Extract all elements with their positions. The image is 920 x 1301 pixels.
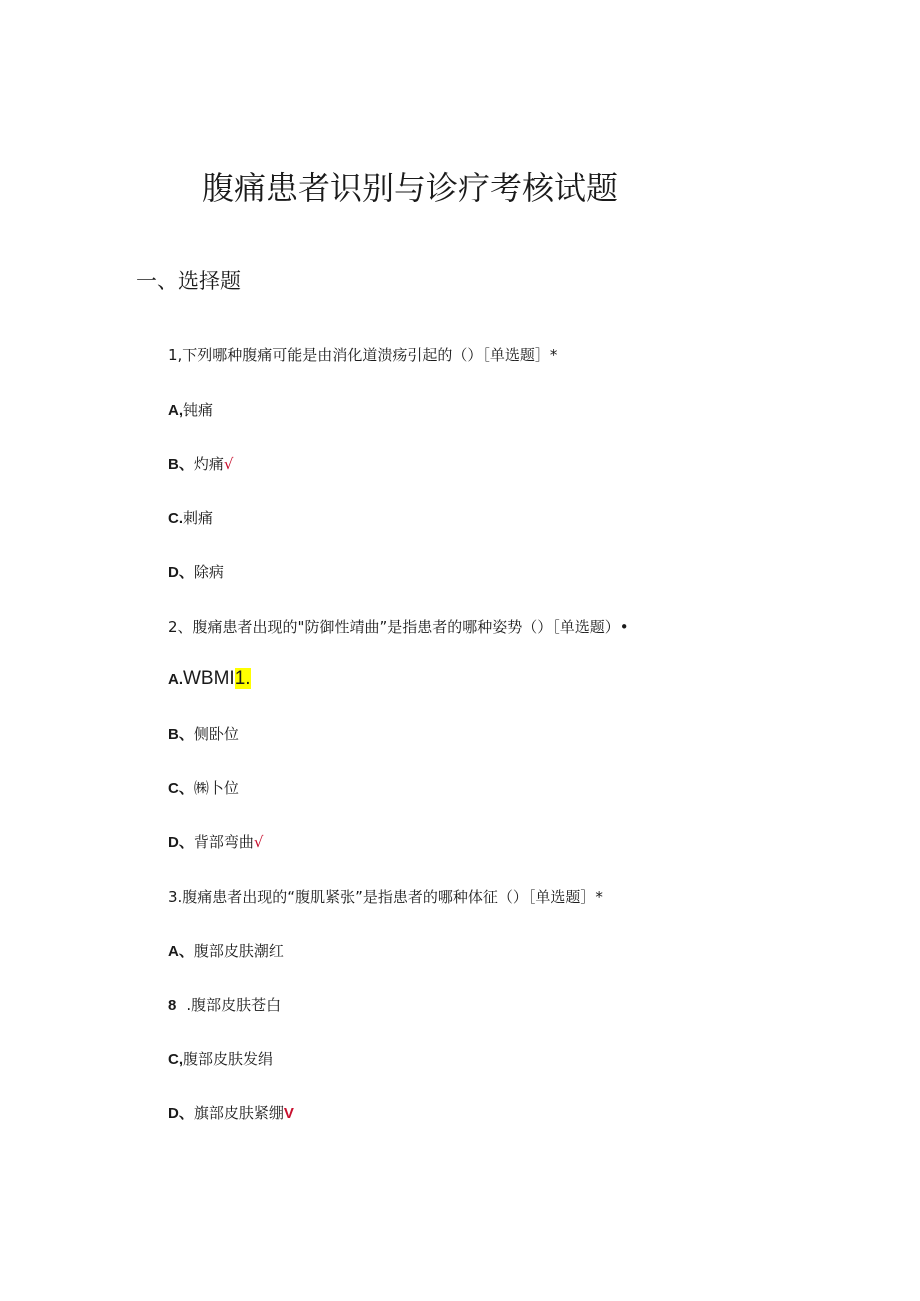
option-text: 侧卧位 (193, 725, 239, 743)
option-text: 刺痛 (183, 509, 214, 527)
question-stem-text: 1,下列哪种腹痛可能是由消化道溃疡引起的（）［单选题］* (168, 346, 558, 364)
section-heading: 一、选择题 (136, 269, 241, 293)
option-c (168, 778, 239, 799)
highlighted-text: 1. (234, 668, 251, 689)
option-text: ㈱卜位 (193, 779, 239, 797)
option-d (168, 1103, 294, 1124)
question-stem (168, 887, 603, 907)
option-b (168, 724, 239, 745)
option-text: .腹部皮肤苍白 (186, 996, 282, 1014)
option-c (168, 1049, 273, 1070)
check-mark-icon: √ (223, 455, 234, 473)
option-d (168, 562, 224, 583)
option-text: 灼痛 (193, 455, 224, 473)
option-label: C. (168, 510, 183, 527)
question-stem-text: 2、腹痛患者出现的"防御性靖曲”是指患者的哪种姿势（）［单选题）• (168, 618, 629, 636)
option-a (168, 400, 213, 421)
question-stem (168, 345, 557, 365)
option-label: A、 (168, 943, 194, 960)
question-stem-text: 3.腹痛患者出现的“腹肌紧张”是指患者的哪种体征（）［单选题］* (168, 888, 603, 906)
option-label: D、 (168, 1105, 194, 1122)
check-mark-icon: V (283, 1105, 294, 1122)
option-label: D、 (168, 564, 194, 581)
option-label: D、 (168, 834, 194, 851)
option-a (168, 669, 251, 690)
option-a (168, 941, 284, 962)
option-b (168, 995, 281, 1016)
option-label: B、 (168, 726, 194, 743)
option-text: 腹部皮肤潮红 (193, 942, 284, 960)
option-d (168, 832, 263, 853)
question-stem (168, 617, 629, 637)
option-text: 背部弯曲 (193, 833, 254, 851)
option-label: A. (168, 671, 183, 688)
page-title: 腹痛患者识别与诊疗考核试题 (201, 169, 618, 207)
option-text: 除病 (193, 563, 224, 581)
option-text: 钝痛 (183, 401, 214, 419)
option-text: 旗部皮肤紧绷 (193, 1104, 284, 1122)
option-text: 腹部皮肤发绢 (183, 1050, 274, 1068)
option-text: WBMI (183, 668, 235, 689)
option-c (168, 508, 213, 529)
option-label: C、 (168, 780, 194, 797)
option-label: A, (168, 402, 183, 419)
option-label: C, (168, 1051, 183, 1068)
check-mark-icon: √ (253, 833, 264, 851)
option-label: 8 (168, 997, 177, 1014)
option-label: B、 (168, 456, 194, 473)
option-b (168, 454, 233, 475)
